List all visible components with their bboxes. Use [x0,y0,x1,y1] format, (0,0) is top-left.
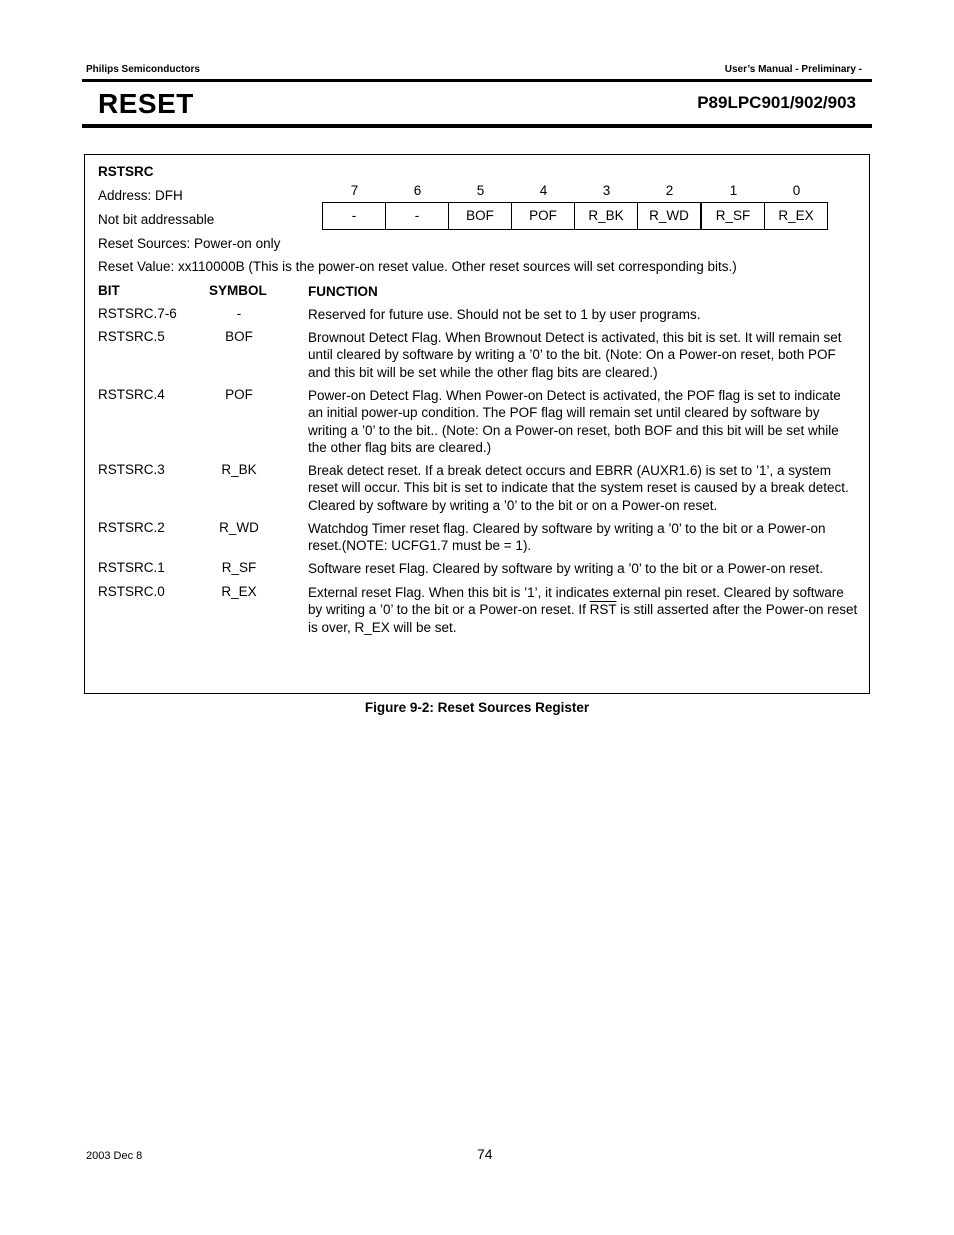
row-symbol: R_WD [219,520,259,535]
bit-number: 0 [792,183,801,198]
header-symbol: SYMBOL [209,283,267,298]
row-symbol: - [236,306,242,321]
row-bit: RSTSRC.3 [98,462,165,477]
header-function: FUNCTION [308,284,378,299]
section-title: RESET [98,88,194,119]
company-name: Philips Semiconductors [86,64,200,75]
row-bit: RSTSRC.0 [98,584,165,599]
row-function: Power-on Detect Flag. When Power-on Detect is activated, the POF flag is set to indicate an initial power-up condition. The POF flag will remain set until cleared by software by writing a ’0’ to the bit.. (Note: On a Power-on reset, both BOF and this bit will be set while the other flag bits are cleared.) [308,388,841,455]
row-symbol: R_EX [221,584,257,599]
bit-number: 4 [539,183,548,198]
bit-number: 5 [476,183,485,198]
row-function-text: External reset Flag. When this bit is ’1’, it indicates external pin reset. Cleared by software by writing a ’0’ to the bit or a Power-on reset. If [308,585,844,618]
bit-number: 2 [665,183,674,198]
bit-cell: - [322,202,386,230]
footer-date: 2003 Dec 8 [86,1150,143,1162]
row-bit: RSTSRC.2 [98,520,165,535]
row-function: Watchdog Timer reset flag. Cleared by software by writing a ’0’ to the bit or a Power-on reset.(NOTE: UCFG1.7 must be = 1). [308,521,826,554]
bit-number: 6 [413,183,422,198]
bit-cell: R_BK [574,202,638,230]
row-function [308,584,858,636]
row-function: Software reset Flag. Cleared by software by writing a ’0’ to the bit or a Power-on reset. [308,561,823,576]
header-rule-bottom [82,124,872,128]
row-symbol: BOF [225,329,253,344]
row-bit: RSTSRC.4 [98,387,165,402]
register-addressable: Not bit addressable [98,212,215,227]
bit-cell: - [385,202,449,230]
row-function-text: is still asserted after the Power-on reset is over, R_EX will be set. [308,602,858,635]
bit-cell: R_EX [764,202,828,230]
row-bit: RSTSRC.5 [98,329,165,344]
register-address: Address: DFH [98,188,183,203]
row-function: Break detect reset. If a break detect occurs and EBRR (AUXR1.6) is set to ’1’, a system reset will occur. This bit is set to indicate that the system reset is caused by a break detect. Cleared by software by writing a ’0’ to the bit or on a Power-on reset. [308,463,849,513]
bit-cell: BOF [448,202,512,230]
manual-label: User’s Manual - Preliminary - [724,64,862,75]
bit-number: 1 [729,183,738,198]
bit-cell: R_SF [701,202,765,230]
register-reset-value: Reset Value: xx110000B (This is the power-on reset value. Other reset sources will set corresponding bits.) [98,259,737,274]
bit-cell: POF [511,202,575,230]
header-bit: BIT [98,283,120,298]
row-symbol: R_BK [221,462,257,477]
chip-name: P89LPC901/902/903 [697,93,856,112]
page-number: 74 [477,1146,493,1162]
register-sources: Reset Sources: Power-on only [98,236,281,251]
row-function: Reserved for future use. Should not be set to 1 by user programs. [308,307,701,322]
figure-caption: Figure 9-2: Reset Sources Register [364,700,590,715]
register-name: RSTSRC [98,164,154,179]
bit-number: 3 [602,183,611,198]
row-symbol: POF [225,387,253,402]
header-rule-top [82,79,872,82]
rst-signal-overline: $\overline{RST}$ [589,602,617,618]
bit-number: 7 [350,183,359,198]
bit-cell: R_WD [637,202,701,230]
row-function: Brownout Detect Flag. When Brownout Detect is activated, this bit is set. It will remain set until cleared by software by writing a ’0’ to the bit. (Note: On a Power-on reset, both POF and this bit will be set while the other flag bits are cleared.) [308,330,842,380]
row-bit: RSTSRC.7-6 [98,306,177,321]
row-bit: RSTSRC.1 [98,560,165,575]
row-symbol: R_SF [221,560,257,575]
